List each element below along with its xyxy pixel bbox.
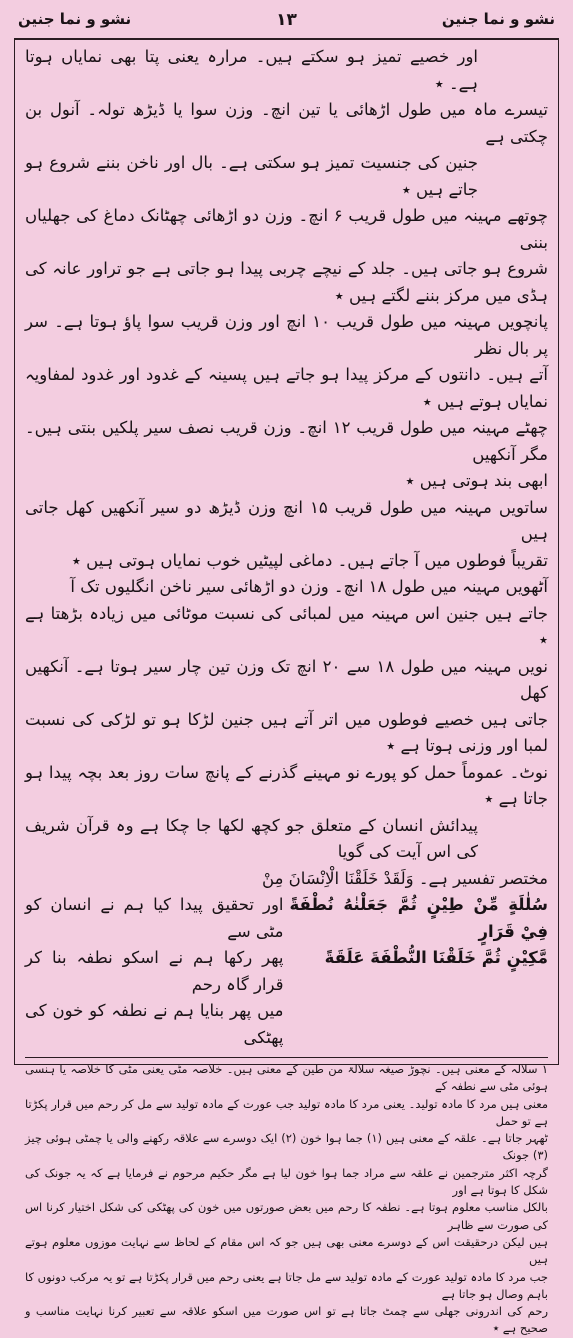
body-line: جنین کی جنسیت تمیز ہو سکتی ہے۔ بال اور ناخن بننے شروع ہو جاتے ہیں ٭: [25, 153, 478, 199]
body-line: ساتویں مہینہ میں طول قریب ۱۵ انچ وزن ڈیڑھ دو سیر آنکھیں کھل جاتی ہیں: [25, 497, 548, 543]
body-line: نویں مہینہ میں طول ۱۸ سے ۲۰ انچ تک وزن تین چار سیر ہوتا ہے۔ آنکھیں کھل: [25, 656, 549, 702]
footnote-line: ٹھہر جاتا ہے۔ علقہ کے معنی ہیں (۱) جما ہوا خون (۲) ایک دوسرے سے علاقہ رکھنے والی یا چمٹی ہوئی چیز (۳) جونک: [25, 1131, 548, 1163]
body-line: اور خصیے تمیز ہو سکتے ہیں۔ مرارہ یعنی پتا بھی نمایاں ہوتا ہے۔ ٭: [25, 47, 478, 93]
footnote-line: ہیں لیکن درحقیقت اس کے دوسرے معنی بھی ہیں جو کہ اس مقام کے لحاظ سے نہایت موزوں معلوم ہوتے ہیں: [25, 1234, 548, 1267]
body-line: تقریباً فوطوں میں آ جاتے ہیں۔ دماغی لپیٹیں خوب نمایاں ہوتی ہیں ٭: [71, 550, 548, 570]
footnotes: [25, 1061, 548, 1338]
body-line: ابھی بند ہوتی ہیں ٭: [405, 471, 548, 490]
body-line: نوٹ۔ عموماً حمل کو پورے نو مہینے گذرنے کے پانچ سات روز بعد بچہ پیدا ہو جاتا ہے ٭: [25, 762, 548, 808]
body-line: شروع ہو جاتی ہیں۔ جلد کے نیچے چربی پیدا ہو جاتی ہے جو تراور عانہ کی ہڈی میں مرکز بننے لگتے ہیں ٭: [25, 259, 548, 305]
footnote-line: گرچہ اکثر مترجمین نے علقہ سے مراد جما ہوا خون لیا ہے مگر حکیم مرحوم نے فرمایا ہے کہ یہ جونک کی شکل کا ہوتا ہے اور: [25, 1165, 548, 1198]
ayah-translation-line: میں پھر بنایا ہم نے نطفہ کو خون کی پھٹکی: [25, 1001, 284, 1047]
running-header: [14, 6, 559, 39]
body-line: جاتے ہیں جنین اس مہینہ میں لمبائی کی نسبت موٹائی میں زیادہ بڑھتا ہے ٭: [25, 603, 548, 649]
body-line: چوتھے مہینہ میں طول قریب ۶ انچ۔ وزن دو اڑھائی چھٹانک دماغ کی جھلیاں بننی: [25, 206, 548, 252]
footnote-divider: [25, 1057, 548, 1058]
body-line: پانچویں مہینہ میں طول قریب ۱۰ انچ اور وزن قریب سوا پاؤ ہوتا ہے۔ سر پر بال نظر: [25, 312, 548, 358]
ayah-arabic-line: مَّكِيْنٍ ثُمَّ خَلَقْنَا النُّطْفَةَ عَلَقَةً: [324, 948, 548, 967]
page-number: ۱۳: [276, 10, 297, 30]
footnote-line: ۱ سلالہ کے معنی ہیں۔ نچوڑ صیغہ سلالۃ من طین کے معنی ہیں۔ خلاصہ مٹی یعنی مٹی کا خلاصہ یا ہنسی ہوئی مٹی سے نطفہ کے: [25, 1062, 548, 1094]
footnote-line: رحم کی اندرونی جھلی سے چمٹ جاتا ہے تو اس صورت میں اسکو علاقہ سے تعبیر کرنا نہایت مناسب و صحیح ہے ٭: [25, 1304, 548, 1336]
body-lines: [25, 44, 548, 892]
body-line: پیدائش انسان کے متعلق جو کچھ لکھا جا چکا ہے وہ قرآن شریف کی اس آیت کی گویا: [25, 815, 478, 861]
footnote-line: جب مرد کا مادہ تولید عورت کے مادہ تولید سے مل جاتا ہے یعنی رحم میں قرار پکڑتا ہے تو یہ مرکب دونوں کا باہم وصال ہو جاتا ہے: [25, 1269, 548, 1301]
ayah-arabic: [290, 892, 549, 1051]
header-title-right: نشو و نما جنین: [441, 10, 555, 28]
text-frame: [14, 39, 559, 1336]
footnote-line: معنی ہیں مرد کا مادہ تولید۔ یعنی مرد کا مادہ تولید جب عورت کے مادہ تولید سے مل کر رحم میں قرار پکڑتا ہے تو حمل: [25, 1096, 548, 1128]
body-line: تیسرے ماہ میں طول اڑھائی یا تین انچ۔ وزن سوا یا ڈیڑھ تولہ۔ آنول بن چکتی ہے: [25, 100, 548, 146]
body-line: جاتی ہیں خصیے فوطوں میں اتر آتے ہیں جنین لڑکا ہو تو لڑکی کی نسبت لمبا اور وزنی ہوتا ہے ٭: [25, 709, 548, 755]
body-line: مختصر تفسیر ہے۔ وَلَقَدْ خَلَقْنَا الْاِنْسَانَ مِنْ: [262, 868, 548, 888]
body-line: آٹھویں مہینہ میں طول ۱۸ انچ۔ وزن دو اڑھائی سیر ناخن انگلیوں تک آ: [70, 577, 548, 596]
main-text: [15, 40, 558, 1338]
ayah-translation-line: اور تحقیق پیدا کیا ہم نے انسان کو مٹی سے: [25, 895, 284, 941]
ayah-translation: [25, 892, 284, 1051]
body-line: آتے ہیں۔ دانتوں کے مرکز پیدا ہو جاتے ہیں پسینہ کے غدود اور غدود لمفاویہ نمایاں ہوتے ہیں ٭: [25, 365, 548, 411]
ayah-arabic-line: سُلٰلَةٍ مِّنْ طِيْنٍ ثُمَّ جَعَلْنٰهُ نُطْفَةً فِيْ قَرَارٍ: [289, 895, 548, 941]
ayah-translation-line: پھر رکھا ہم نے اسکو نطفہ بنا کر قرار گاہ رحم: [25, 948, 284, 994]
body-line: چھٹے مہینہ میں طول قریب ۱۲ انچ۔ وزن قریب نصف سیر پلکیں بنتی ہیں۔ مگر آنکھیں: [25, 418, 548, 464]
quran-ayah-block: [25, 892, 548, 1051]
header-title-left: نشو و نما جنین: [18, 10, 132, 28]
footnote-line: بالکل مناسب معلوم ہوتا ہے۔ نطفہ کا رحم میں بعض صورتوں میں خون کی پھٹکی کی شکل اختیار کرنا اس کی صورت سے ظاہر: [25, 1200, 548, 1232]
